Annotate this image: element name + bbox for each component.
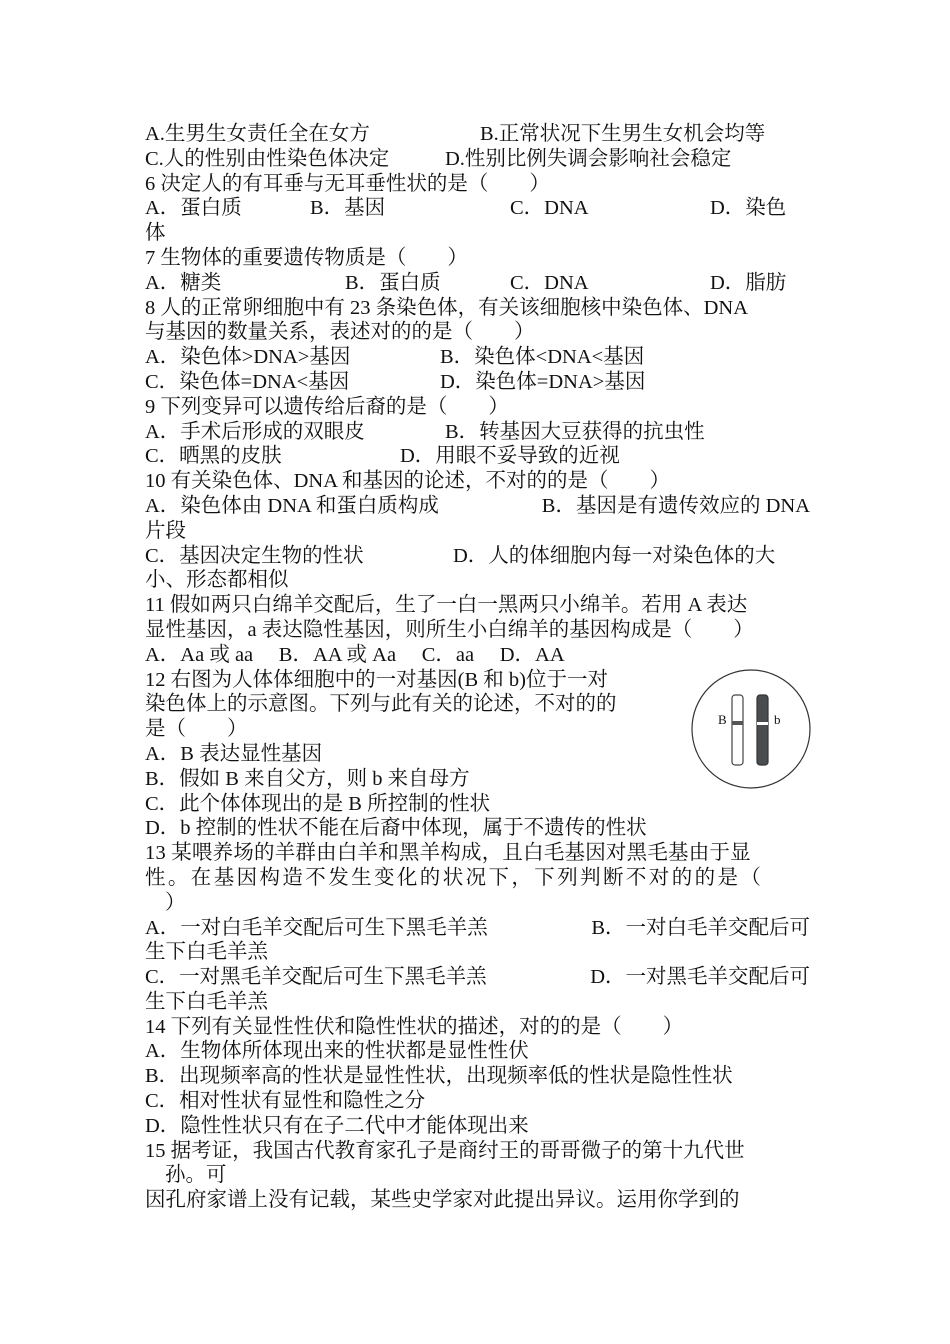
q8-options-row-1 bbox=[145, 345, 810, 370]
q8-stem-line-2: 与基因的数量关系，表述对的的是（ ） bbox=[145, 321, 535, 344]
q9-options-row-2 bbox=[145, 444, 810, 469]
q7-option-d: D．脂肪 bbox=[710, 271, 787, 294]
q8-option-d: D．染色体=DNA>基因 bbox=[440, 370, 646, 393]
q12-option-d: D．b 控制的性状不能在后裔中体现，属于不遗传的性状 bbox=[145, 817, 647, 840]
q14-stem: 14 下列有关显性性伏和隐性性状的描述，对的的是（ ） bbox=[145, 1015, 684, 1038]
exam-page bbox=[145, 122, 810, 1213]
q10-option-b: B．基因是有遗传效应的 DNA bbox=[541, 494, 810, 517]
q6-option-a: A．蛋白质 bbox=[145, 197, 242, 220]
chromosome-pair-figure bbox=[690, 668, 812, 790]
q5-options-row-1 bbox=[145, 122, 810, 147]
q6-option-d-cont: 体 bbox=[145, 222, 166, 245]
q8-option-c: C．染色体=DNA<基因 bbox=[145, 370, 350, 393]
q8-option-b: B．染色体<DNA<基因 bbox=[440, 346, 645, 369]
q10-options-row-1 bbox=[145, 494, 810, 519]
q13-option-d: D．一对黑毛羊交配后可 bbox=[590, 966, 810, 989]
q9-option-c: C．晒黑的皮肤 bbox=[145, 445, 282, 468]
q10-option-b-cont: 片段 bbox=[145, 519, 186, 542]
q15-stem-line-3: 因孔府家谱上没有记载，某些史学家对此提出异议。运用你学到的 bbox=[145, 1189, 740, 1212]
q10-option-d-cont: 小、形态都相似 bbox=[145, 569, 289, 592]
q10-option-d: D．人的体细胞内每一对染色体的大 bbox=[453, 544, 776, 567]
q5-option-a: A.生男生女责任全在女方 bbox=[145, 123, 370, 145]
q7-stem: 7 生物体的重要遗传物质是（ ） bbox=[145, 246, 468, 269]
q9-option-b: B．转基因大豆获得的抗虫性 bbox=[445, 420, 705, 443]
q6-stem: 6 决定人的有耳垂与无耳垂性状的是（ ） bbox=[145, 172, 550, 195]
q13-options-row-1 bbox=[145, 916, 810, 941]
q6-option-b: B．基因 bbox=[310, 197, 386, 220]
q6-options bbox=[145, 196, 810, 221]
q12-option-b: B．假如 B 来自父方，则 b 来自母方 bbox=[145, 767, 470, 790]
q13-option-b-cont: 生下白毛羊羔 bbox=[145, 941, 268, 964]
q15-stem-line-1: 15 据考证，我国古代教育家孔子是商纣王的哥哥微子的第十九代世 bbox=[145, 1139, 745, 1162]
q14-option-b: B．出现频率高的性状是显性性状，出现频率低的性状是隐性性状 bbox=[145, 1065, 733, 1088]
chromosome-diagram-icon bbox=[690, 668, 812, 790]
q13-options-row-2 bbox=[145, 965, 810, 990]
q12-option-a: A．B 表达显性基因 bbox=[145, 742, 323, 765]
q5-option-d: D.性别比例失调会影响社会稳定 bbox=[445, 147, 732, 170]
q11-options: A．Aa 或 aa B．AA 或 Aa C．aa D．AA bbox=[145, 643, 565, 666]
q10-stem: 10 有关染色体、DNA 和基因的论述，不对的的是（ ） bbox=[145, 470, 671, 493]
q7-options bbox=[145, 271, 810, 296]
q8-option-a: A．染色体>DNA>基因 bbox=[145, 346, 351, 369]
q7-option-a: A．糖类 bbox=[145, 271, 222, 294]
q5-options-row-2 bbox=[145, 147, 810, 172]
q14-option-c: C．相对性状有显性和隐性之分 bbox=[145, 1090, 426, 1113]
q13-stem-line-2: 性。在基因构造不发生变化的状况下，下列判断不对的的是（ bbox=[145, 866, 764, 889]
q11-stem-line-1: 11 假如两只白绵羊交配后，生了一白一黑两只小绵羊。若用 A 表达 bbox=[145, 594, 748, 617]
q9-option-d: D．用眼不妥导致的近视 bbox=[400, 445, 620, 468]
q8-options-row-2 bbox=[145, 370, 810, 395]
q13-stem-line-3: ） bbox=[165, 891, 186, 914]
q7-option-c: C．DNA bbox=[510, 271, 589, 294]
q13-option-c: C．一对黑毛羊交配后可生下黑毛羊羔 bbox=[145, 966, 487, 989]
q14-option-a: A．生物体所体现出来的性状都是显性性伏 bbox=[145, 1040, 529, 1063]
q10-options-row-2 bbox=[145, 544, 810, 569]
q14-option-d: D．隐性性状只有在子二代中才能体现出来 bbox=[145, 1114, 529, 1137]
q5-option-c: C.人的性别由性染色体决定 bbox=[145, 147, 390, 170]
q13-option-d-cont: 生下白毛羊羔 bbox=[145, 990, 268, 1013]
q12-stem-line-2: 染色体上的示意图。下列与此有关的论述，不对的的 bbox=[145, 693, 617, 716]
q13-option-a: A．一对白毛羊交配后可生下黑毛羊羔 bbox=[145, 916, 488, 939]
gene-label-recessive: b bbox=[774, 711, 781, 727]
q9-option-a: A．手术后形成的双眼皮 bbox=[145, 420, 365, 443]
q8-stem-line-1: 8 人的正常卵细胞中有 23 条染色体，有关该细胞核中染色体、DNA bbox=[145, 296, 749, 319]
q12-stem-line-3: 是（ ） bbox=[145, 718, 248, 741]
q6-option-c: C．DNA bbox=[510, 197, 589, 220]
q5-option-b: B.正常状况下生男生女机会均等 bbox=[480, 123, 766, 145]
q12-block bbox=[145, 668, 810, 842]
q13-stem-line-1: 13 某喂养场的羊群由白羊和黑羊构成，且白毛基因对黑毛基由于显 bbox=[145, 842, 751, 865]
q9-options-row-1 bbox=[145, 420, 810, 445]
q10-option-a: A．染色体由 DNA 和蛋白质构成 bbox=[145, 494, 439, 517]
q13-option-b: B．一对白毛羊交配后可 bbox=[591, 916, 810, 939]
q12-stem-line-1: 12 右图为人体体细胞中的一对基因(B 和 b)位于一对 bbox=[145, 668, 608, 691]
q6-option-d: D．染色 bbox=[710, 197, 787, 220]
q10-option-c: C．基因决定生物的性状 bbox=[145, 544, 364, 567]
gene-label-dominant: B bbox=[718, 711, 727, 727]
q15-stem-line-2: 孙。可 bbox=[165, 1164, 227, 1187]
q12-option-c: C．此个体体现出的是 B 所控制的性状 bbox=[145, 792, 491, 815]
q9-stem: 9 下列变异可以遗传给后裔的是（ ） bbox=[145, 395, 509, 418]
q11-stem-line-2: 显性基因，a 表达隐性基因，则所生小白绵羊的基因构成是（ ） bbox=[145, 618, 754, 641]
q7-option-b: B．蛋白质 bbox=[345, 271, 441, 294]
